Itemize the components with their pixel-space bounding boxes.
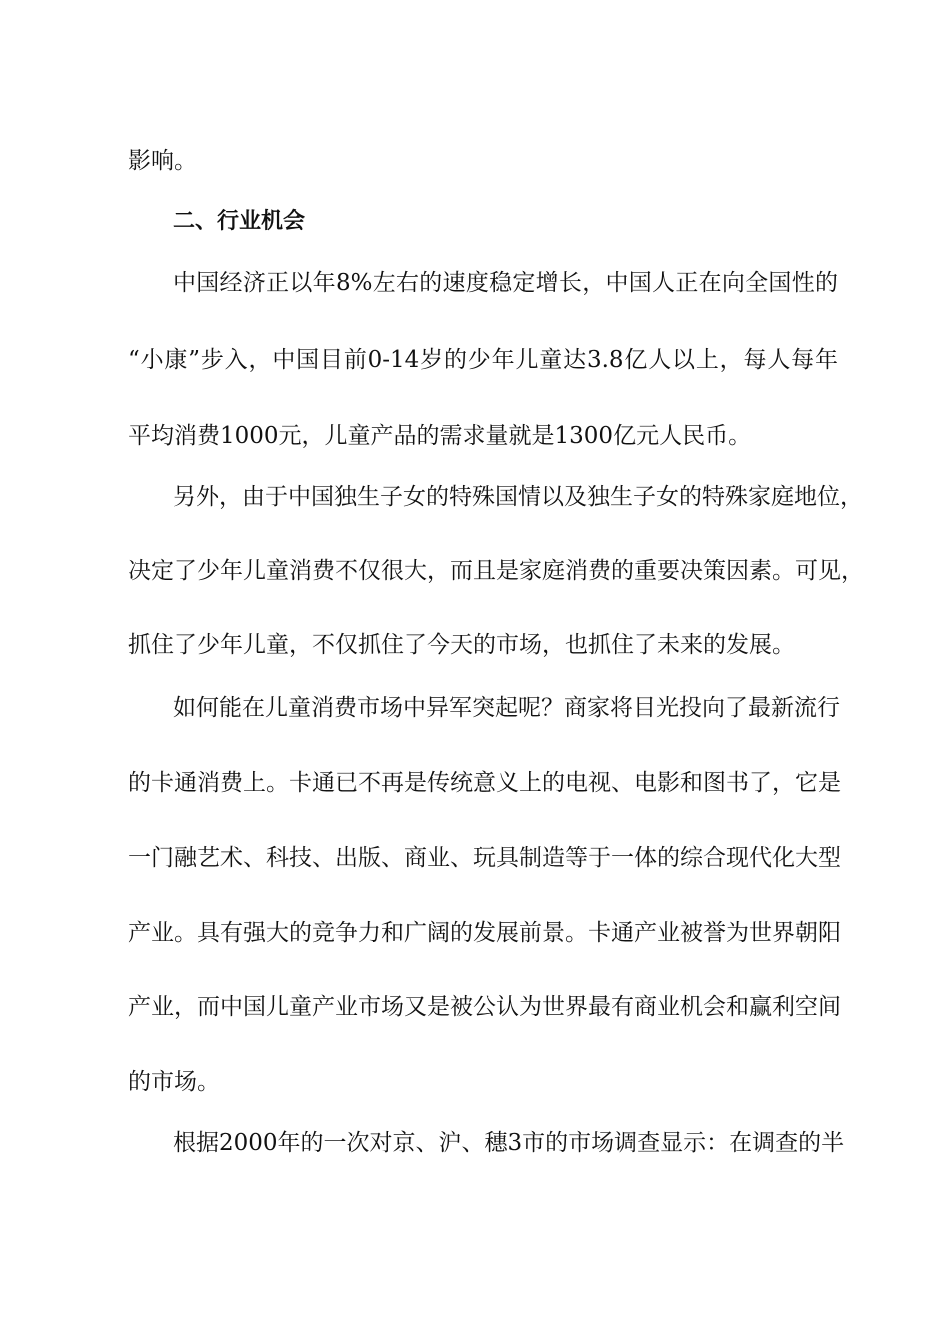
paragraph-line: 的卡通消费上。卡通已不再是传统意义上的电视、电影和图书了，它是 <box>128 770 841 796</box>
paragraph-line: 平均消费1000元，儿童产品的需求量就是1300亿元人民币。 <box>128 423 752 449</box>
paragraph-line: 决定了少年儿童消费不仅很大，而且是家庭消费的重要决策因素。可见， <box>128 558 864 584</box>
paragraph-line: 另外，由于中国独生子女的特殊国情以及独生子女的特殊家庭地位， <box>173 484 863 510</box>
section-heading: 二、行业机会 <box>173 209 306 234</box>
paragraph-line: “小康”步入，中国目前0-14岁的少年儿童达3.8亿人以上，每人每年 <box>128 347 838 373</box>
paragraph-line: 中国经济正以年8%左右的速度稳定增长，中国人正在向全国性的 <box>173 270 838 296</box>
paragraph-line: 产业，而中国儿童产业市场又是被公认为世界最有商业机会和赢利空间 <box>128 994 841 1020</box>
paragraph-line: 一门融艺术、科技、出版、商业、玩具制造等于一体的综合现代化大型 <box>128 845 841 871</box>
paragraph-line: 根据2000年的一次对京、沪、穗3市的市场调查显示：在调查的半 <box>173 1130 845 1156</box>
paragraph-line: 如何能在儿童消费市场中异军突起呢？商家将目光投向了最新流行 <box>173 695 840 721</box>
paragraph-line: 抓住了少年儿童，不仅抓住了今天的市场，也抓住了未来的发展。 <box>128 632 795 658</box>
paragraph-line: 的市场。 <box>128 1069 220 1095</box>
paragraph-line: 产业。具有强大的竞争力和广阔的发展前景。卡通产业被誉为世界朝阳 <box>128 920 841 946</box>
paragraph-line: 影响。 <box>128 148 197 174</box>
